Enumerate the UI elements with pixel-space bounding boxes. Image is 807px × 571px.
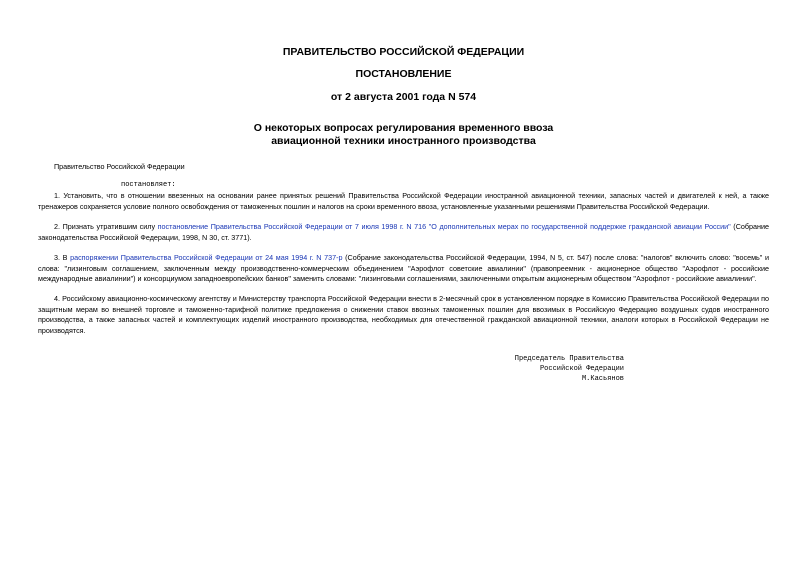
title-line-1: О некоторых вопросах регулирования временного ввоза bbox=[253, 122, 554, 134]
paragraph-3-text-end: (Собрание законодательства Российской Федерации, 1994, N 5, ст. 547) после слова: "налогов" включить слово: "восемь" и слова: "лизинговым соглашением, заключенным между производственно-коммерческим объединением "Аэрофлот советские авиалинии" (правопреемник - акционерное общество "Аэрофлот - российские международные авиалинии") и консорциумом западноевропейских банков" заменить словами: "лизинговыми соглашениями, заключенными открытым акционерным обществом "Аэрофлот - российские авиалинии". bbox=[38, 253, 769, 284]
postanovlyaet-label: постановляет: bbox=[121, 181, 176, 189]
issuer-heading: ПРАВИТЕЛЬСТВО РОССИЙСКОЙ ФЕДЕРАЦИИ bbox=[282, 46, 525, 58]
paragraph-2 bbox=[38, 222, 769, 243]
paragraph-2-text-start: 2. Признать утратившим силу bbox=[54, 222, 158, 231]
intro-paragraph: Правительство Российской Федерации bbox=[54, 162, 185, 171]
title-line-2: авиационной техники иностранного производства bbox=[271, 135, 536, 147]
link-postanovlenie-716[interactable]: постановление Правительства Российской Федерации от 7 июля 1998 г. N 716 "О дополнительных мерах по государственной поддержке гражданской авиации России" bbox=[157, 222, 731, 231]
signature-organization: Российской Федерации bbox=[539, 365, 624, 373]
signature-name: М.Касьянов bbox=[581, 375, 624, 383]
document-title bbox=[0, 122, 807, 148]
paragraph-4: 4. Российскому авиационно-космическому агентству и Министерству транспорта Российской Федерации внести в 2-месячный срок в установленном порядке в Комиссию Правительства Российской Федерации по защитным мерам во внешней торговле и таможенно-тарифной политике предложения о снижении ставок ввозных таможенных пошлин для ввозимых в Российскую Федерацию воздушных судов иностранного производства, а также запасных частей и комплектующих изделий иностранного производства, необходимых для отечественной гражданской авиационной техники, аналоги которых в Российской Федерации не производятся. bbox=[38, 294, 769, 335]
paragraph-3 bbox=[38, 253, 769, 285]
document-date-number: от 2 августа 2001 года N 574 bbox=[330, 91, 477, 103]
paragraph-3-text-start: 3. В bbox=[54, 253, 71, 262]
signature-block bbox=[515, 354, 624, 384]
signature-position: Председатель Правительства bbox=[514, 355, 624, 363]
paragraph-1: 1. Установить, что в отношении ввезенных на основании ранее принятых решений Правительства Российской Федерации иностранной авиационной техники, запасных частей и двигателей к ней, а также тренажеров сохраняется условие полного освобождения от таможенных пошлин и налогов на сроки временного ввоза, установленные указанными решениями Правительства Российской Федерации. bbox=[38, 191, 769, 211]
document-type-heading: ПОСТАНОВЛЕНИЕ bbox=[355, 68, 452, 80]
link-rasporyazhenie-737r[interactable]: распоряжении Правительства Российской Федерации от 24 мая 1994 г. N 737-р bbox=[70, 253, 343, 262]
paragraph-2-text-end: (Собрание законодательства Российской Федерации, 1998, N 30, ст. 3771). bbox=[38, 222, 769, 242]
